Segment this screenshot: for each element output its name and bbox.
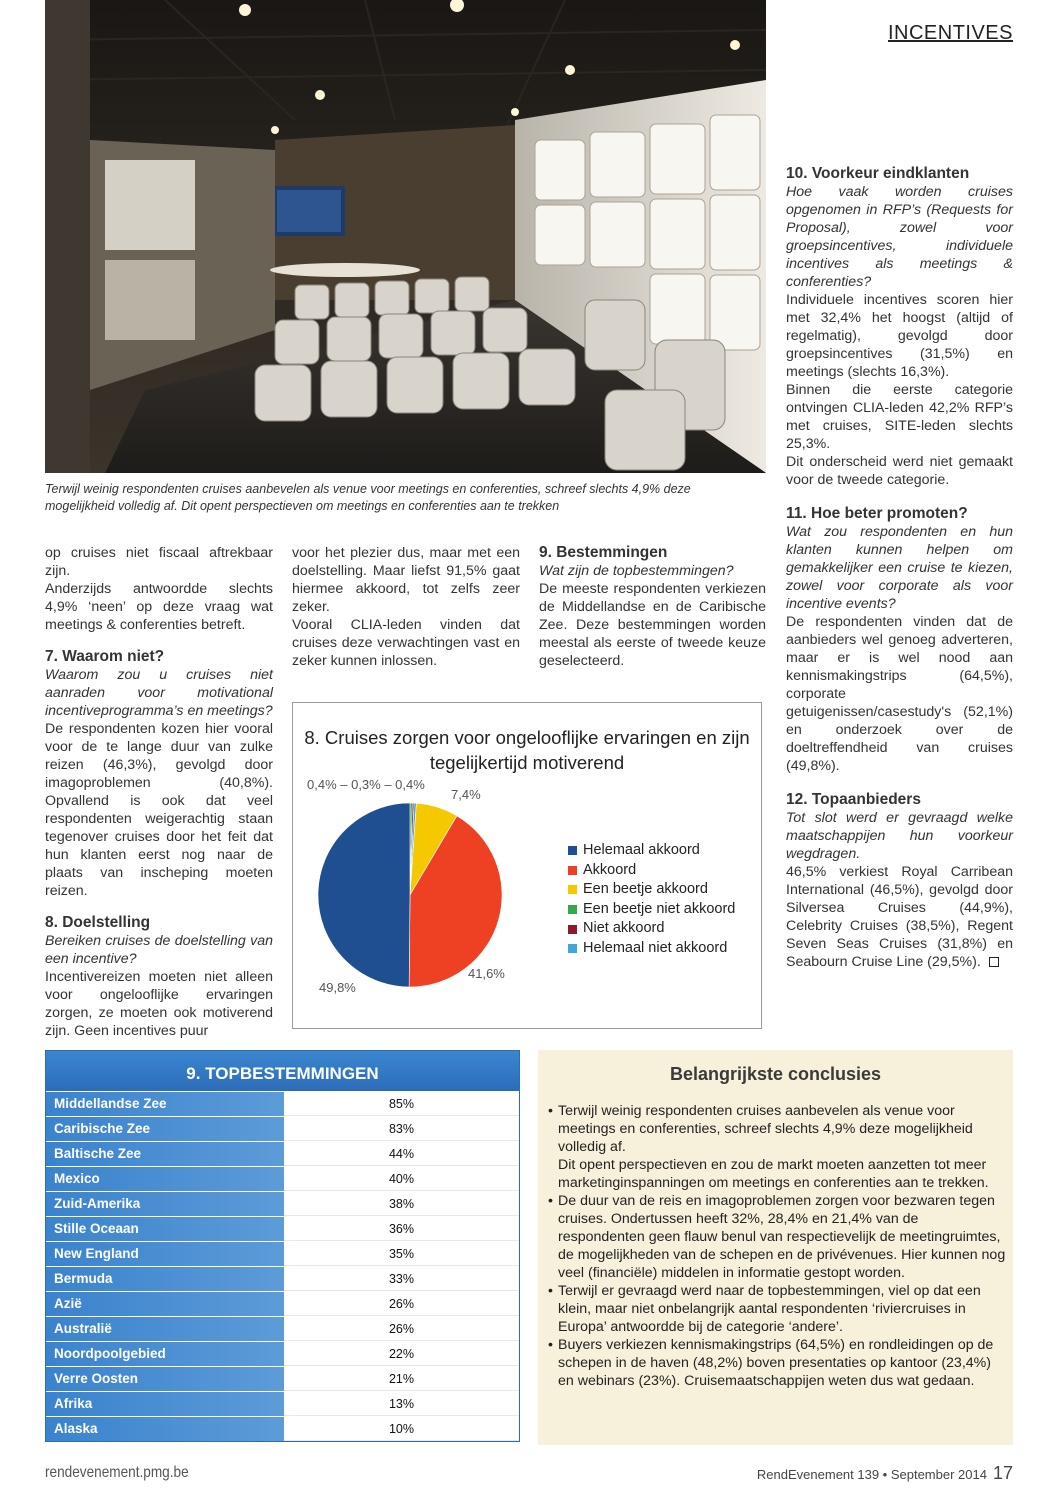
page-number: 17 <box>992 1463 1013 1483</box>
table-row <box>46 1191 519 1216</box>
heading-10: 10. Voorkeur eindklanten <box>786 165 970 182</box>
legend-item <box>568 861 735 881</box>
destination-percentage: 83% <box>284 1117 519 1141</box>
legend-swatch <box>568 925 577 934</box>
legend-label: Akkoord <box>583 861 637 878</box>
table-row <box>46 1241 519 1266</box>
legend-swatch <box>568 846 577 855</box>
legend-swatch <box>568 944 577 953</box>
column-3 <box>539 544 766 670</box>
answer-9: De meeste respondenten verkiezen de Middellandse en de Caribische Zee. Deze bestemmingen worden meestal als eerste of tweede keuze geselecteerd. <box>539 581 766 669</box>
column-2 <box>292 544 520 670</box>
heading-11: 11. Hoe beter promoten? <box>786 505 968 522</box>
data-label-red: 41,6% <box>468 966 505 981</box>
footer-issue: RendEvenement 139 • September 2014 17 <box>756 1463 1013 1483</box>
table-row <box>46 1341 519 1366</box>
question-7: Waarom zou u cruises niet aanraden voor motivational incentiveprogramma’s en meetings? <box>45 667 273 719</box>
heading-9: 9. Bestemmingen <box>539 544 668 561</box>
table-row <box>46 1091 519 1116</box>
destination-name: New England <box>46 1242 284 1266</box>
data-label-small: 0,4% – 0,3% – 0,4% <box>307 777 425 792</box>
answer-10: Binnen die eerste categorie ontvingen CLIA-leden 42,2% RFP’s met cruises, SITE-leden slechts 25,3%. <box>786 382 1013 452</box>
question-10: Hoe vaak worden cruises opgenomen in RFP’s (Requests for Proposal), zowel voor groepsincentives, individuele incentives als meetings & conferenties? <box>786 184 1013 290</box>
legend-item <box>568 900 735 920</box>
table-row <box>46 1266 519 1291</box>
pie-slice-helemaal-akkoord <box>318 803 410 987</box>
table-row <box>46 1291 519 1316</box>
paragraph: Anderzijds antwoordde slechts 4,9% ‘neen’ op deze vraag wat meetings & conferenties betreft. <box>45 581 273 633</box>
question-9: Wat zijn de topbestemmingen? <box>539 563 734 579</box>
conclusion-item: • Buyers verkiezen kennismakingstrips (64,5%) en rondleidingen op de schepen in de haven (48,2%) boven presentaties op kantoor (23,4%) en webinars (23%). Cruisemaatschappijen weten dus wat gedaan. <box>548 1336 1007 1390</box>
destination-percentage: 85% <box>284 1092 519 1116</box>
legend-label: Helemaal akkoord <box>583 842 700 858</box>
end-mark-icon <box>989 957 999 967</box>
pie-chart-box <box>292 702 762 1029</box>
question-11: Wat zou respondenten en hun klanten kunnen helpen om gemakkelijker een cruise te kiezen, zowel voor corporate als voor incentive events? <box>786 524 1013 612</box>
answer-7: De respondenten kozen hier vooral voor de te lange duur van zulke reizen (46,3%), gevolgd door imagoproblemen (40,8%). Opvallend is ook dat veel respondenten weigerachtig staan tegenover cruises door het feit dat hun klanten eerst nog naar de plaats van inscheping moeten reizen. <box>45 721 273 899</box>
cinema-room-photo <box>45 0 766 473</box>
answer-10: Dit onderscheid werd niet gemaakt voor de tweede categorie. <box>786 454 1013 488</box>
column-4 <box>786 165 1013 971</box>
data-label-yellow: 7,4% <box>451 787 481 802</box>
legend-item <box>568 939 735 959</box>
destination-percentage: 44% <box>284 1142 519 1166</box>
destination-percentage: 40% <box>284 1167 519 1191</box>
destination-name: Middellandse Zee <box>46 1092 284 1116</box>
chart-legend <box>568 841 735 959</box>
paragraph: voor het plezier dus, maar met een doelstelling. Maar liefst 91,5% gaat hiermee akkoord, tot zelfs zeer zeker. <box>292 545 520 615</box>
website-link[interactable]: rendevenement.pmg.be <box>45 1464 189 1481</box>
destination-name: Noordpoolgebied <box>46 1342 284 1366</box>
answer-10: Individuele incentives scoren hier met 32,4% het hoogst (altijd of regelmatig), gevolgd door groepsincentives (31,5%) en meetings (slechts 16,3%). <box>786 292 1013 380</box>
table-row <box>46 1391 519 1416</box>
heading-8: 8. Doelstelling <box>45 914 151 931</box>
heading-12: 12. Topaanbieders <box>786 791 921 808</box>
answer-12: 46,5% verkiest Royal Carribean International (46,5%), gevolgd door Silversea Cruises (44,9%), Celebrity Cruises (38,5%), Regent Seven Seas Cruises (31,8%) en Seabourn Cruise Line (29,5%). <box>786 864 1013 970</box>
legend-item <box>568 880 735 900</box>
table-row <box>46 1141 519 1166</box>
heading-7: 7. Waarom niet? <box>45 648 165 665</box>
legend-swatch <box>568 866 577 875</box>
table-title: 9. TOPBESTEMMINGEN <box>46 1051 519 1091</box>
conclusion-item: • Terwijl weinig respondenten cruises aanbevelen als venue voor meetings en conferenties, schreef slechts 4,9% deze mogelijkheid volledig af. Dit opent perspectieven en zou de markt moeten aanzetten tot meer marketinginspanningen om meetings en conferenties aan te trekken. <box>548 1102 1007 1192</box>
destination-name: Afrika <box>46 1392 284 1416</box>
destination-name: Mexico <box>46 1167 284 1191</box>
table-row <box>46 1366 519 1391</box>
destination-name: Baltische Zee <box>46 1142 284 1166</box>
destination-percentage: 21% <box>284 1367 519 1391</box>
destination-percentage: 35% <box>284 1242 519 1266</box>
table-row <box>46 1166 519 1191</box>
column-1 <box>45 544 273 1040</box>
destination-name: Caribische Zee <box>46 1117 284 1141</box>
legend-item <box>568 841 735 861</box>
table-row <box>46 1216 519 1241</box>
legend-label: Een beetje akkoord <box>583 881 708 898</box>
destination-percentage: 33% <box>284 1267 519 1291</box>
conclusion-item: • De duur van de reis en imagoproblemen zorgen voor bezwaren tegen cruises. Ondertussen heeft 32%, 28,4% en 21,4% van de respondenten geen flauw benul van respectievelijk de meetingruimtes, de mogelijkheden van de schepen en de privévenues. Hier kunnen nog veel (financiële) middelen in informatie gestopt worden. <box>548 1192 1007 1282</box>
data-label-blue: 49,8% <box>319 980 356 995</box>
destination-name: Verre Oosten <box>46 1367 284 1391</box>
legend-swatch <box>568 885 577 894</box>
question-12: Tot slot werd er gevraagd welke maatschappijen hun voorkeur wegdragen. <box>786 810 1013 862</box>
legend-label: Helemaal niet akkoord <box>583 939 728 956</box>
destination-name: Stille Oceaan <box>46 1217 284 1241</box>
chart-title: 8. Cruises zorgen voor ongelooflijke ervaringen en zijn tegelijkertijd motiverend <box>304 727 750 773</box>
destination-percentage: 38% <box>284 1192 519 1216</box>
paragraph: op cruises niet fiscaal aftrekbaar zijn. <box>45 545 273 579</box>
table-row <box>46 1116 519 1141</box>
photo-caption: Terwijl weinig respondenten cruises aanbevelen als venue voor meetings en conferenties, schreef slechts 4,9% deze mogelijkheid volledig af. Dit opent perspectieven om meetings en conferenties aan te trekken <box>45 482 691 513</box>
legend-swatch <box>568 905 577 914</box>
table-row <box>46 1316 519 1341</box>
destination-percentage: 22% <box>284 1342 519 1366</box>
destination-name: Australië <box>46 1317 284 1341</box>
legend-item <box>568 919 735 939</box>
destination-name: Azië <box>46 1292 284 1316</box>
table-row <box>46 1416 519 1441</box>
answer-11: De respondenten vinden dat de aanbieders wel genoeg adverteren, maar er is wel nood aan kennismakingstrips (64,5%), corporate getuigenissen/casestudy's (52,1%) en onderzoek over de doeltreffendheid van cruises (49,8%). <box>786 614 1013 774</box>
section-label: INCENTIVES <box>887 22 1013 44</box>
conclusion-item: • Terwijl er gevraagd werd naar de topbestemmingen, viel op dat een klein, maar niet onbelangrijk aantal respondenten ‘riviercruises in Europa’ antwoordde bij de categorie ‘andere’. <box>548 1282 1007 1336</box>
destination-percentage: 36% <box>284 1217 519 1241</box>
conclusions-box <box>538 1050 1013 1445</box>
top-destinations-table <box>45 1050 520 1442</box>
paragraph: Vooral CLIA-leden vinden dat cruises deze verwachtingen vast en zeker kunnen inlossen. <box>292 617 520 669</box>
destination-percentage: 10% <box>284 1417 519 1441</box>
destination-percentage: 13% <box>284 1392 519 1416</box>
destination-percentage: 26% <box>284 1292 519 1316</box>
legend-label: Een beetje niet akkoord <box>583 900 736 917</box>
conclusions-title: Belangrijkste conclusies <box>669 1064 882 1084</box>
destination-name: Bermuda <box>46 1267 284 1291</box>
destination-name: Zuid-Amerika <box>46 1192 284 1216</box>
destination-name: Alaska <box>46 1417 284 1441</box>
answer-8: Incentivereizen moeten niet alleen voor ongelooflijke ervaringen zorgen, ze moeten ook motiverend zijn. Geen incentives puur <box>45 969 273 1039</box>
question-8: Bereiken cruises de doelstelling van een incentive? <box>45 933 273 967</box>
legend-label: Niet akkoord <box>583 920 665 937</box>
destination-percentage: 26% <box>284 1317 519 1341</box>
